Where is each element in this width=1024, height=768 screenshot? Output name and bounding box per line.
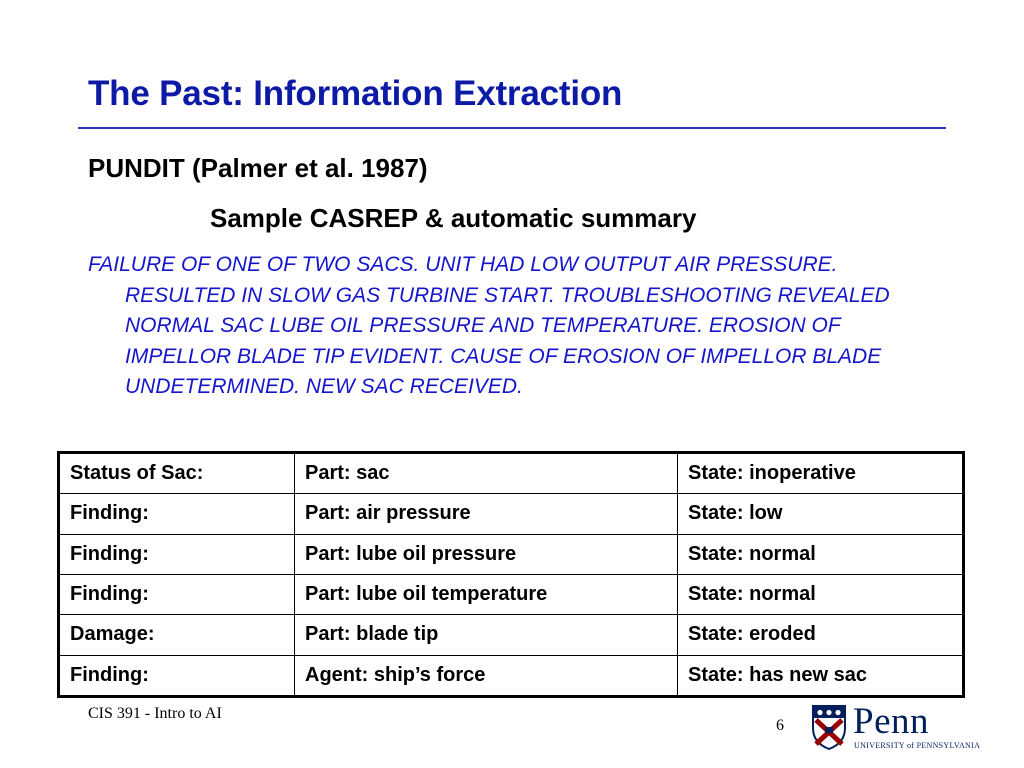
penn-subtitle: UNIVERSITY of PENNSYLVANIA <box>854 741 981 750</box>
penn-wordmark: Penn <box>853 701 929 742</box>
table-cell-state: State: inoperative <box>678 454 963 494</box>
title-divider <box>78 127 946 129</box>
table-cell-state: State: normal <box>678 574 963 614</box>
table-row <box>60 494 963 534</box>
table-cell-type: Finding: <box>60 655 295 695</box>
page-number: 6 <box>776 717 784 734</box>
slide-title: The Past: Information Extraction <box>88 74 623 113</box>
table-row <box>60 574 963 614</box>
slide-heading: PUNDIT (Palmer et al. 1987) <box>88 153 428 183</box>
table-cell-state: State: low <box>678 494 963 534</box>
table-cell-part: Part: lube oil temperature <box>295 574 678 614</box>
slide-subheading: Sample CASREP & automatic summary <box>210 203 697 233</box>
table-cell-state: State: has new sac <box>678 655 963 695</box>
table-cell-part: Agent: ship’s force <box>295 655 678 695</box>
footer-course: CIS 391 - Intro to AI <box>88 705 222 722</box>
table-cell-type: Damage: <box>60 615 295 655</box>
table-cell-part: Part: lube oil pressure <box>295 534 678 574</box>
table-cell-type: Finding: <box>60 494 295 534</box>
table-cell-state: State: eroded <box>678 615 963 655</box>
penn-logo <box>811 701 981 754</box>
table-cell-state: State: normal <box>678 534 963 574</box>
table-cell-type: Finding: <box>60 534 295 574</box>
table-row <box>60 655 963 695</box>
summary-table <box>57 451 965 698</box>
table-row <box>60 534 963 574</box>
table-row <box>60 615 963 655</box>
table-cell-type: Status of Sac: <box>60 454 295 494</box>
casrep-text: FAILURE OF ONE OF TWO SACS. UNIT HAD LOW OUTPUT AIR PRESSURE. RESULTED IN SLOW GAS TURBINE START. TROUBLESHOOTING REVEALED NORMAL SAC LUBE OIL PRESSURE AND TEMPERATURE. EROSION OF IMPELLOR BLADE TIP EVIDENT. CAUSE OF EROSION OF IMPELLOR BLADE UNDETERMINED. NEW SAC RECEIVED. <box>88 253 890 398</box>
table-cell-type: Finding: <box>60 574 295 614</box>
penn-shield-icon <box>811 704 847 750</box>
table-row <box>60 454 963 494</box>
table-cell-part: Part: air pressure <box>295 494 678 534</box>
table-cell-part: Part: sac <box>295 454 678 494</box>
table-cell-part: Part: blade tip <box>295 615 678 655</box>
